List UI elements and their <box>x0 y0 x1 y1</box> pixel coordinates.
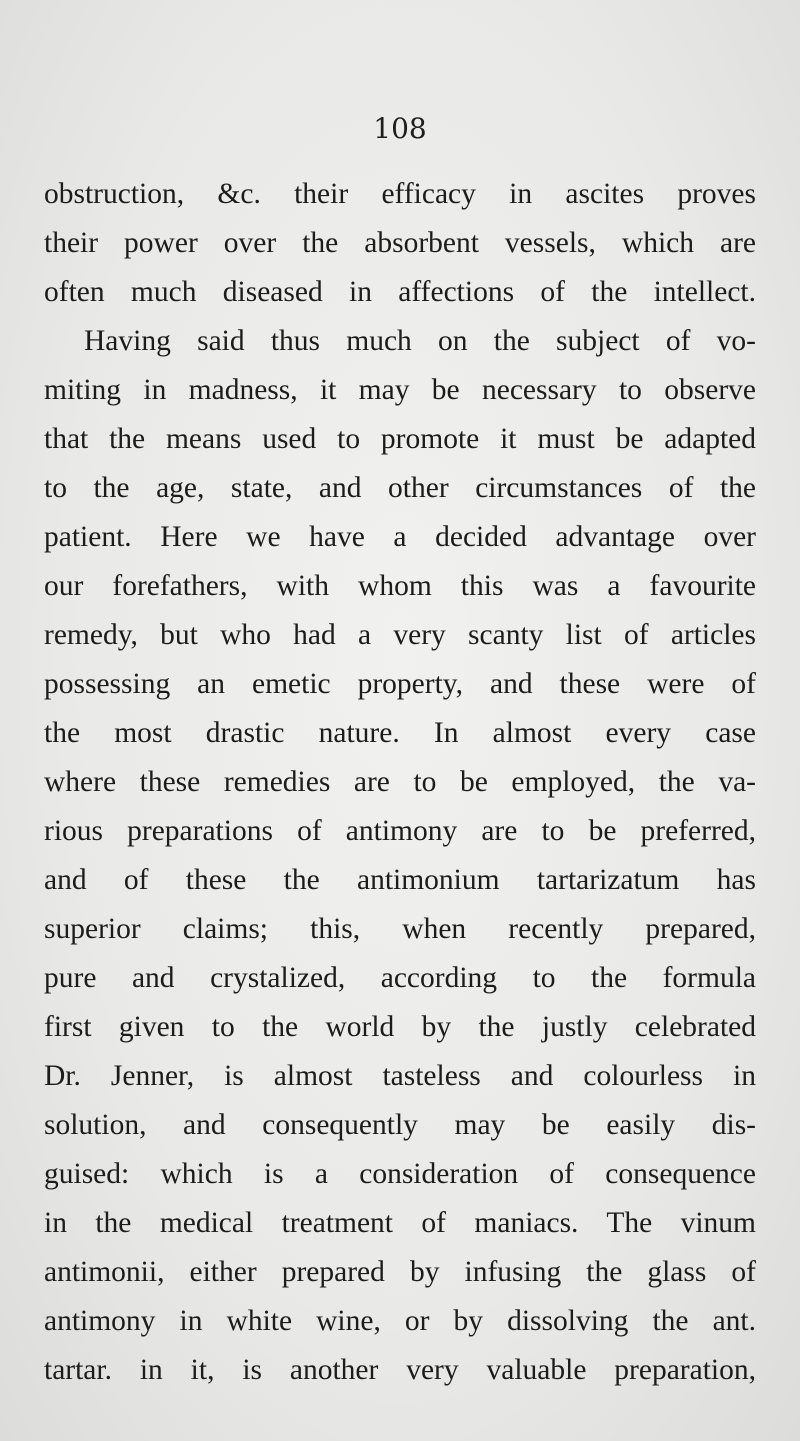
body-text <box>44 170 756 1395</box>
text-line: in the medical treatment of maniacs. The vinum <box>44 1207 756 1239</box>
text-line: where these remedies are to be employed, the va- <box>44 766 756 798</box>
text-line: miting in madness, it may be necessary to observe <box>44 374 756 406</box>
text-line: their power over the absorbent vessels, which are <box>44 227 756 259</box>
text-line: Dr. Jenner, is almost tasteless and colourless in <box>44 1060 756 1092</box>
text-line: that the means used to promote it must be adapted <box>44 423 756 455</box>
text-line: pure and crystalized, according to the formula <box>44 962 756 994</box>
page-number: 108 <box>373 112 427 145</box>
text-line: antimonii, either prepared by infusing the glass of <box>44 1256 756 1288</box>
text-line: solution, and consequently may be easily dis- <box>44 1109 756 1141</box>
text-line: often much diseased in affections of the intellect. <box>44 276 756 308</box>
text-line: guised: which is a consideration of consequence <box>44 1158 756 1190</box>
text-line: superior claims; this, when recently prepared, <box>44 913 756 945</box>
text-line: the most drastic nature. In almost every case <box>44 717 756 749</box>
text-line: obstruction, &c. their efficacy in ascites proves <box>44 178 756 210</box>
text-line: patient. Here we have a decided advantage over <box>44 521 756 553</box>
text-line: and of these the antimonium tartarizatum has <box>44 864 756 896</box>
text-line: remedy, but who had a very scanty list of articles <box>44 619 756 651</box>
text-line: first given to the world by the justly celebrated <box>44 1011 756 1043</box>
text-line: antimony in white wine, or by dissolving the ant. <box>44 1305 756 1337</box>
text-line: Having said thus much on the subject of vo- <box>84 325 756 357</box>
text-line: our forefathers, with whom this was a favourite <box>44 570 756 602</box>
text-line: tartar. in it, is another very valuable preparation, <box>44 1354 756 1386</box>
text-line: to the age, state, and other circumstances of the <box>44 472 756 504</box>
text-line: possessing an emetic property, and these were of <box>44 668 756 700</box>
text-line: rious preparations of antimony are to be preferred, <box>44 815 756 847</box>
